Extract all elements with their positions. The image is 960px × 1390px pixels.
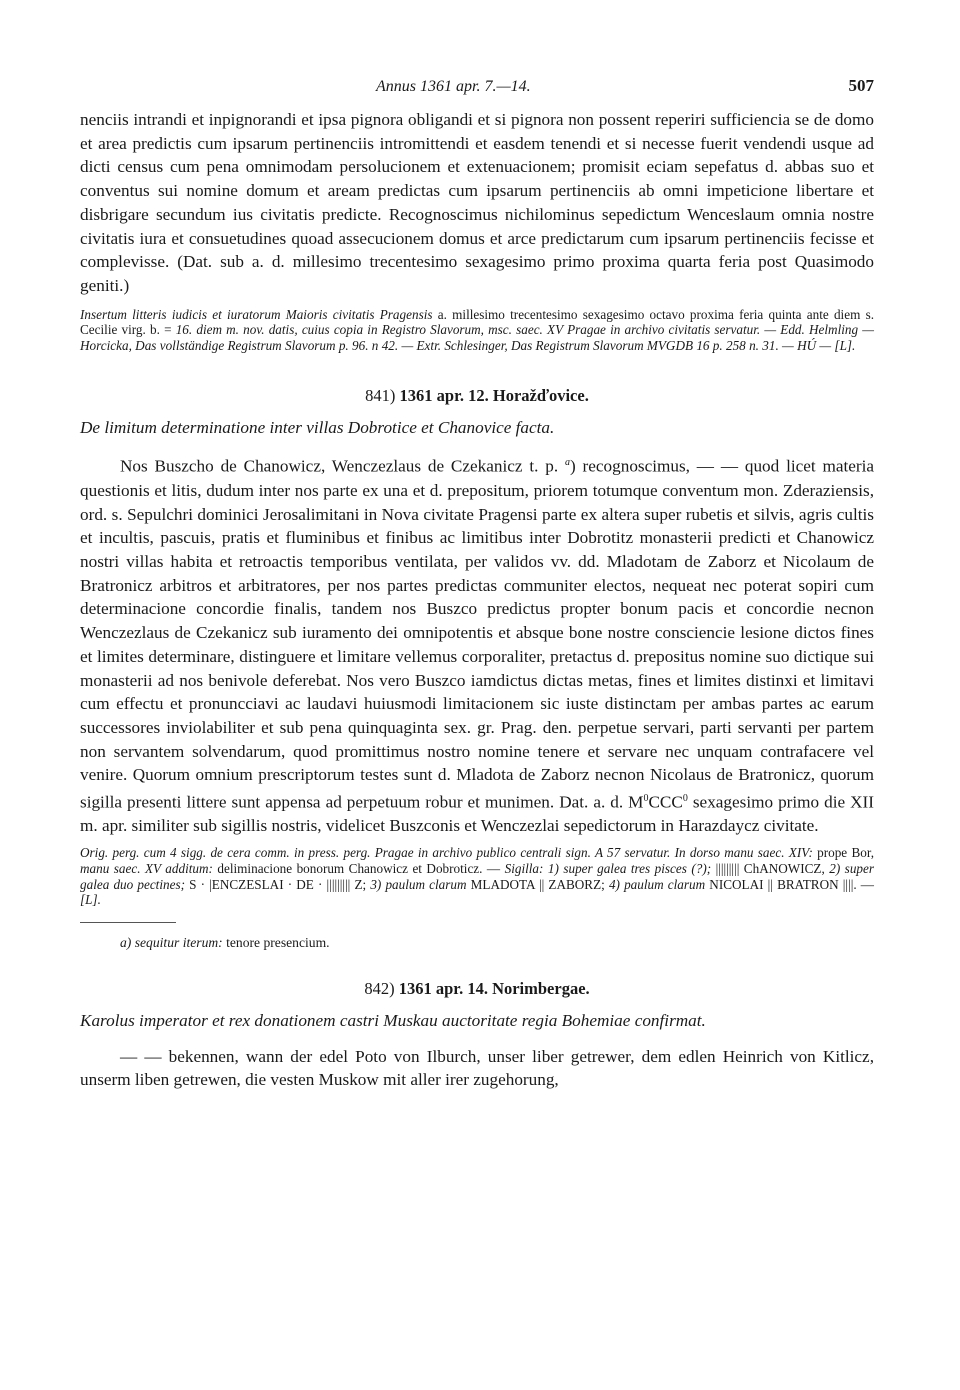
document-heading-841: [80, 386, 874, 406]
source-note-840: [80, 307, 874, 354]
document-heading-842: [80, 979, 874, 999]
note-italic: 3) paulum clarum: [370, 876, 467, 892]
running-head: [80, 72, 874, 102]
note-italic: [L].: [80, 892, 101, 908]
running-title: Annus 1361 apr. 7.—14.: [376, 78, 531, 95]
document-text-842: — — bekennen, wann der edel Poto von Ilburch, unser liber getrewer, dem edlen Heinrich von Kitlicz, unserm liben getrewen, die vesten Muskow mit aller irer zugehorung,: [80, 1046, 874, 1090]
note-italic: 16. diem m. nov. datis, cuius copia in Registro Slavorum, msc. saec. XV Pragae in archivo civitatis servatur. — Edd. Helmling — Horcicka, Das vollständige Registrum Slavorum p. 96. n 42. — Extr. Schlesinger, Das Registrum Slavorum MVGDB 16 p. 258 n. 31. — HÚ — [L].: [80, 322, 874, 354]
text-part: sexagesimo primo die XII m. apr. similiter sub sigillis nostris, videlicet Buszconis et Wenczezlai sepedictorum in Harazdaycz civitate.: [80, 792, 875, 836]
paragraph-continuation: nenciis intrandi et inpignorandi et ipsa pignora obligandi et si pignora non possent reperiri sufficiencia se de domo et area predictis cum ipsarum pertinenciis intromittendi et easdem tenendi et si necesse fuerit vendendi usque ad dicti census cum pena omnimodam persolucionem et extenuacionem; promisit eciam sepefatus d. abbas suo et conventus sui nomine domum et aream predictas cum ipsarum pertinenciis ab omni impeticione libertare et disbrigare secundum ius civitatis predicte. Recognoscimus nichilominus sepedictum Wenceslaum omnia nostre civitatis iura et consuetudines quoad assecucionem domus et arce predictarum cum ipsarum pertinenciis fecisse et complevisse. (Dat. sub a. d. millesimo trecentesimo sexagesimo primo proxima quarta feria post Quasimodo geniti.): [80, 110, 874, 295]
note-italic: Sigilla: 1) super galea tres pisces (?);: [504, 860, 712, 876]
text-part: ) recognoscimus, — — quod licet materia questionis et litis, dudum inter nos parte ex una et d. prepositum, priorem totumque conventum mon. Zderaziensis, ord. s. Sepulchri dominici Jerosalimitani in Nova civitate Pragensi parte ex altera super rubetis et silvis, agris cultis et incultis, pascuis, pratis et fluminibus et finibus ac limitibus inter Dobrotitz monasterii predicti et Chanowicz nostri villas habita et retroactis temporibus ventilata, per validos vv. dd. Mladotam de Zaborz et Nicolaum de Bratronicz arbitros et arbitratores, per nos partes predictas communiter electos, nequeat nec poterat sopiri cum determinacione concordie finalis, tandem nos Buszco predictus propter bonum pacis et concordie necnon Wenczezlaus de Czekanicz sub iuramento dei omnipotentis et absque bone nostre consciencie lesione dictos fines et limites determinare, distinguere et limitare vellemus corporaliter, pretactus d. prepositus nomine suo dictique sui monasterii ad nos benivole deferebat. Nos vero Buszco iamdictus dictas metas, fines et limites distinxi et limitavi cum effectu et pronuncciavi ac laudavi huiusmodi limitacionem sic iuste distinctam per ambas partes ac earum successores inviolabiliter et sub pena quinquaginta sex. gr. Prag. den. perpetue servari, parti servanti per partem non servantem solvendarum, quod promittimus nostro nomine tenere et servare nec unquam contrafacere vel venire. Quorum omnium prescriptorum testes sunt d. Mladota de Zaborz necnon Nicolaus de Bratronicz, quorum sigilla presenti littere sunt appensa ad perpetuum robur et munimen. Dat. a. d. M: [80, 457, 875, 812]
document-page: [80, 72, 874, 1092]
note-text: deliminacione bonorum Chanowicz et Dobroticz. —: [212, 860, 505, 876]
text-part: CCC: [648, 792, 683, 812]
note-italic: Insertum litteris iudicis et iuratorum Maioris civitatis Pragensis: [80, 306, 433, 322]
document-date: 1361 apr. 14. Norimbergae.: [398, 978, 590, 998]
note-text: ||||||||| ChANOWICZ,: [711, 860, 830, 876]
superscript: 0: [682, 793, 688, 805]
superscript: 0: [643, 793, 649, 805]
footnote-a: [80, 935, 874, 951]
document-regest: Karolus imperator et rex donationem castri Muskau auctoritate regia Bohemiae confirmat.: [80, 1010, 706, 1030]
note-text: S · |ENCZESLAI · DE · ||||||||| Z;: [184, 876, 371, 892]
page-number: 507: [848, 76, 874, 95]
note-text: prope Bor,: [812, 845, 874, 861]
document-number: 842): [364, 978, 395, 998]
document-date: 1361 apr. 12. Horažďovice.: [399, 385, 589, 405]
note-text: MLADOTA || ZABORZ;: [466, 876, 609, 892]
footnote-text: tenore presencium.: [222, 934, 330, 950]
document-number: 841): [365, 385, 396, 405]
note-text: NICOLAI || BRATRON ||||. —: [705, 876, 874, 892]
note-text: a. millesimo trecentesimo sexagesimo octavo proxima feria quinta ante diem s. Cecilie virg. b. =: [80, 306, 874, 338]
note-italic: 4) paulum clarum: [608, 876, 706, 892]
document-regest: De limitum determinatione inter villas Dobrotice et Chanovice facta.: [80, 417, 555, 437]
text-part: Nos Buszcho de Chanowicz, Wenczezlaus de Czekanicz t. p.: [120, 457, 559, 477]
note-italic: 2) super galea duo pectines;: [80, 860, 874, 892]
note-italic: Orig. perg. cum 4 sigg. de cera comm. in press. perg. Pragae in archivo publico centrali sign. A 57 servatur. In dorso manu saec. XIV:: [80, 845, 813, 861]
footnote-mark: a): [120, 934, 132, 950]
footnote-separator: [80, 922, 176, 923]
document-text-841: [80, 451, 874, 838]
source-note-841: [80, 845, 874, 908]
footnote-ref: a: [565, 457, 570, 469]
note-italic: manu saec. XV additum:: [80, 860, 213, 876]
footnote-italic: sequitur iterum:: [134, 934, 223, 950]
